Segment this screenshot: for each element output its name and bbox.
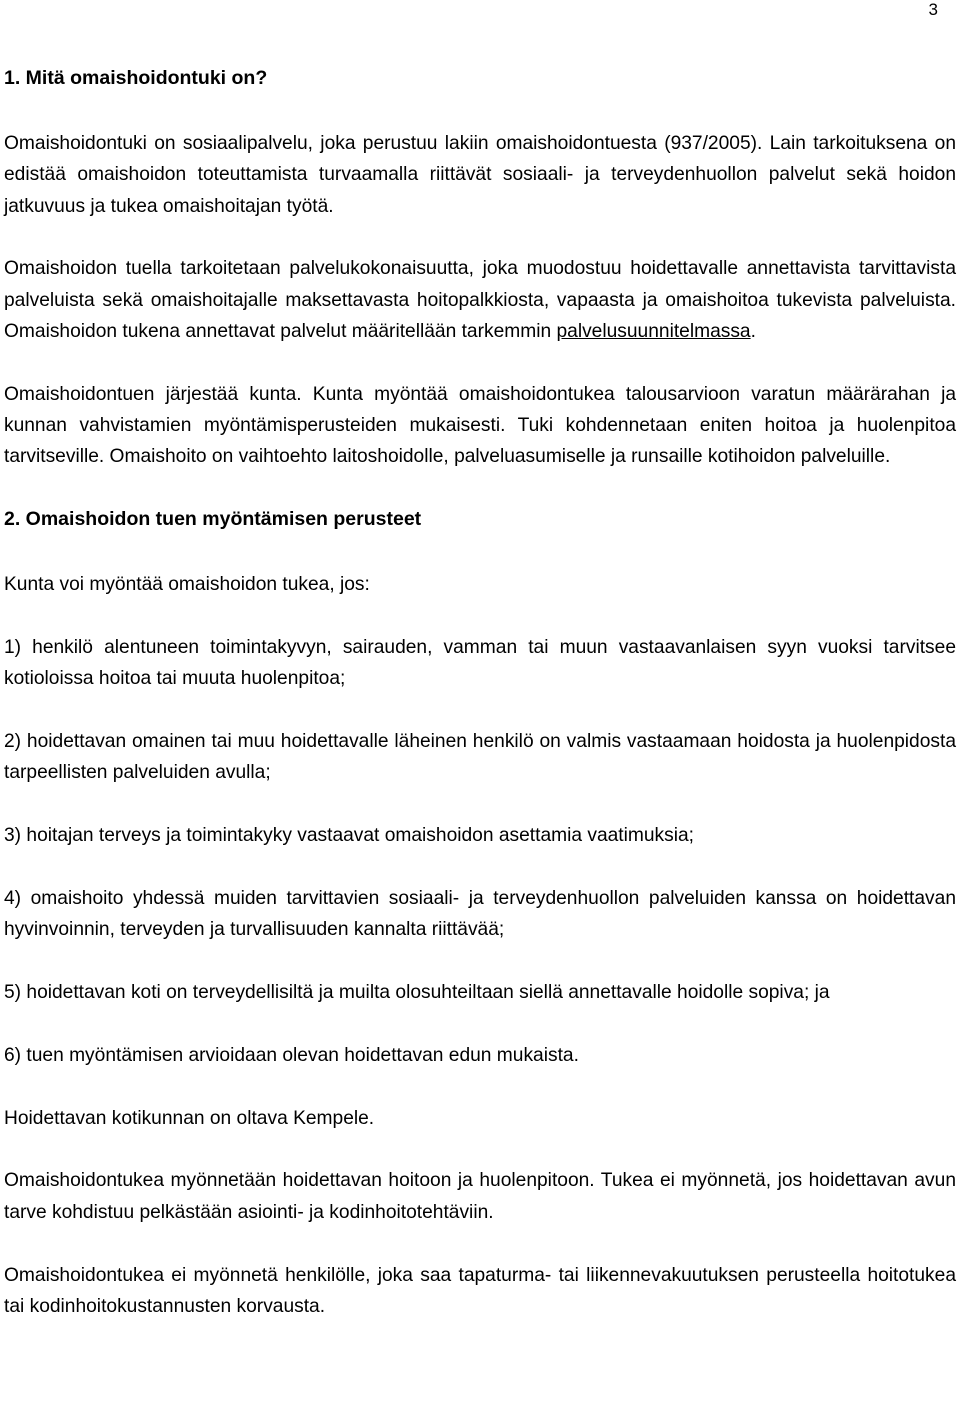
- criterion-item: 1) henkilö alentuneen toimintakyvyn, sairauden, vamman tai muun vastaavanlaisen syyn vuoksi tarvitsee kotioloissa hoitoa tai muuta huolenpitoa;: [4, 636, 956, 690]
- criterion-item: 4) omaishoito yhdessä muiden tarvittavien sosiaali- ja terveydenhuollon palveluiden kanssa on hoidettavan hyvinvoinnin, terveyden ja turvallisuuden kannalta riittävää;: [4, 887, 956, 941]
- home-municipality-paragraph: Hoidettavan kotikunnan on oltava Kempele.: [4, 1107, 375, 1129]
- criterion-item: 3) hoitajan terveys ja toimintakyky vastaavat omaishoidon asettamia vaatimuksia;: [4, 825, 695, 847]
- criterion-item: 2) hoidettavan omainen tai muu hoidettavalle läheinen henkilö on valmis vastaamaan hoidosta ja huolenpidosta tarpeellisten palveluiden avulla;: [4, 731, 956, 784]
- spacer: [4, 93, 956, 128]
- spacer: [4, 1134, 956, 1166]
- section1-paragraph-1: Omaishoidontuki on sosiaalipalvelu, joka perustuu lakiin omaishoidontuesta (937/2005). Lain tarkoituksena on edistää omaishoidon toteuttamista turvaamalla riittävät sosiaali- ja terveydenhuollon palvelut sekä hoidon jatkuvuus ja tukea omaishoitajan työtä.: [4, 133, 956, 217]
- paragraph-text-end: .: [750, 320, 756, 342]
- section1-heading: 1. Mitä omaishoidontuki on?: [4, 67, 268, 89]
- document-body: [4, 63, 956, 1322]
- criterion-item: 6) tuen myöntämisen arvioidaan olevan hoidettavan edun mukaista.: [4, 1044, 579, 1066]
- spacer: [4, 695, 956, 727]
- page-number: 3: [928, 0, 938, 19]
- spacer: [4, 1228, 956, 1260]
- spacer: [4, 1008, 956, 1040]
- granted-paragraph: Omaishoidontukea myönnetään hoidettavan hoitoon ja huolenpitoon. Tukea ei myönnetä, jos hoidettavan avun tarve kohdistuu pelkästään asiointi- ja kodinhoitotehtäviin.: [4, 1170, 956, 1223]
- section1-paragraph-3: Omaishoidontuen järjestää kunta. Kunta myöntää omaishoidontukea talousarvioon varatun määrärahan ja kunnan vahvistamien myöntämisperusteiden mukaisesti. Tuki kohdennetaan eniten hoitoa ja huolenpitoa tarvitseville. Omaishoito on vaihtoehto laitoshoidolle, palveluasumiselle ja runsaille kotihoidon palveluille.: [4, 383, 956, 468]
- spacer: [4, 222, 956, 254]
- spacer: [4, 600, 956, 632]
- spacer: [4, 789, 956, 821]
- section2-heading: 2. Omaishoidon tuen myöntämisen perusteet: [4, 508, 422, 531]
- spacer: [4, 1071, 956, 1103]
- spacer: [4, 851, 956, 883]
- spacer: [4, 347, 956, 379]
- criterion-item: 5) hoidettavan koti on terveydellisiltä ja muilta olosuhteiltaan siellä annettavalle hoidolle sopiva; ja: [4, 982, 830, 1004]
- section2-intro: Kunta voi myöntää omaishoidon tukea, jos:: [4, 574, 370, 596]
- palvelusuunnitelma-link[interactable]: palvelusuunnitelmassa: [556, 320, 751, 342]
- not-granted-paragraph: Omaishoidontukea ei myönnetä henkilölle, joka saa tapaturma- tai liikennevakuutuksen perusteella hoitotukea tai kodinhoitokustannusten korvausta.: [4, 1264, 956, 1317]
- spacer: [4, 946, 956, 978]
- spacer: [4, 534, 956, 569]
- spacer: [4, 473, 956, 505]
- section1-paragraph-2: [4, 253, 956, 347]
- paragraph-text: Omaishoidon tuella tarkoitetaan palvelukokonaisuutta, joka muodostuu hoidettavalle annettavista tarvittavista palveluista sekä omaishoitajalle maksettavasta hoitopalkkiosta, vapaasta ja omaishoitoa tukevista palveluista. Omaishoidon tukena annettavat palvelut määritellään tarkemmin: [4, 258, 956, 342]
